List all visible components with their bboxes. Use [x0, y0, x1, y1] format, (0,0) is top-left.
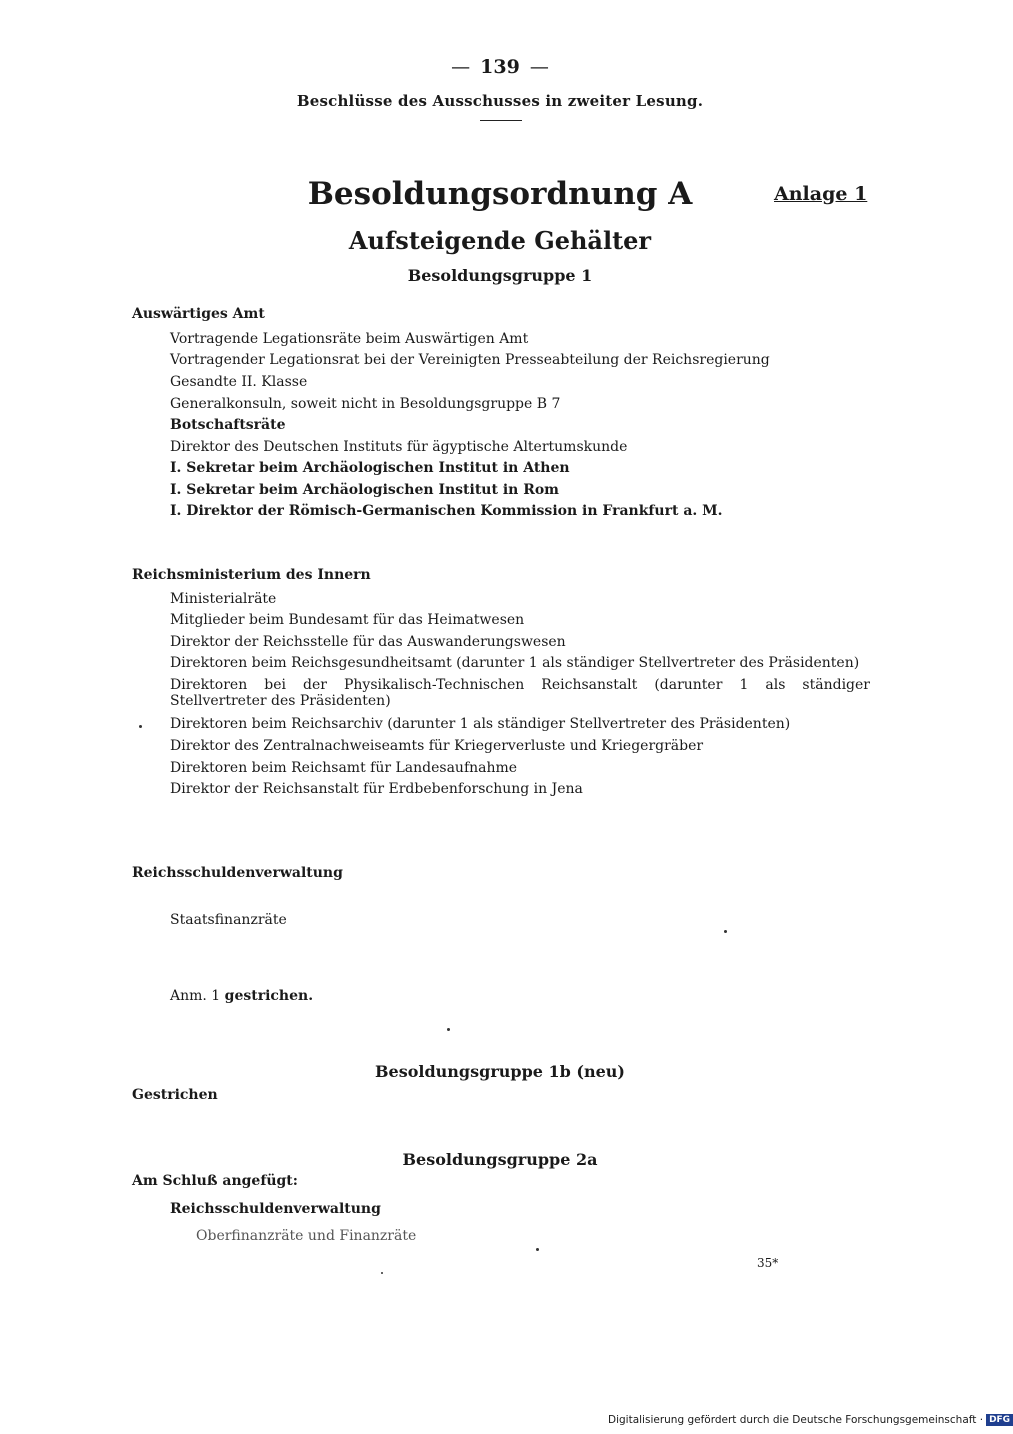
group-2a-intro: Am Schluß angefügt: [132, 1173, 298, 1189]
dash-left: — [451, 56, 471, 78]
footer-text: Digitalisierung gefördert durch die Deutsche Forschungsgemeinschaft · [608, 1414, 984, 1426]
list-item: Generalkonsuln, soweit nicht in Besoldungsgruppe B 7 [170, 396, 561, 412]
anlage-label: Anlage 1 [774, 183, 868, 205]
list-item: Direktor des Zentralnachweiseamts für Kriegerverluste und Kriegergräber [170, 738, 704, 754]
list-item: Direktor der Reichsanstalt für Erdbebenforschung in Jena [170, 781, 583, 797]
list-item: I. Sekretar beim Archäologischen Institut in Athen [170, 460, 570, 476]
group-2a-heading: Besoldungsgruppe 2a [402, 1150, 598, 1169]
list-item: Staatsfinanzräte [170, 912, 287, 928]
list-item: Direktor des Deutschen Instituts für ägyptische Altertumskunde [170, 439, 628, 455]
speck-mark [447, 1028, 450, 1031]
speck-mark [724, 930, 727, 933]
group-1-heading: Besoldungsgruppe 1 [407, 266, 593, 285]
list-item: Botschaftsräte [170, 417, 286, 433]
folio-mark: 35* [757, 1256, 779, 1270]
list-item: I. Sekretar beim Archäologischen Institut in Rom [170, 482, 559, 498]
group-2a-item: Oberfinanzräte und Finanzräte [196, 1228, 417, 1244]
margin-mark [139, 725, 142, 728]
main-title: Besoldungsordnung A [307, 176, 693, 212]
list-item: Vortragender Legationsrat bei der Vereinigten Presseabteilung der Reichsregierung [170, 352, 770, 368]
group-1b-heading: Besoldungsgruppe 1b (neu) [375, 1062, 625, 1081]
group-1b-text: Gestrichen [132, 1087, 218, 1103]
list-item: Mitglieder beim Bundesamt für das Heimatwesen [170, 612, 525, 628]
dfg-logo: DFG [986, 1414, 1013, 1426]
footer-credit [608, 1414, 1013, 1426]
subtitle: Aufsteigende Gehälter [348, 226, 652, 255]
group-2a-dept: Reichsschuldenverwaltung [170, 1201, 381, 1217]
list-item: Ministerialräte [170, 591, 277, 607]
section-heading: Auswärtiges Amt [132, 306, 265, 322]
list-item: Direktor der Reichsstelle für das Auswanderungswesen [170, 634, 566, 650]
list-item: Direktoren beim Reichsarchiv (darunter 1 als ständiger Stellvertreter des Präsidenten) [170, 716, 791, 732]
list-item: Vortragende Legationsräte beim Auswärtigen Amt [170, 331, 529, 347]
page-number-value: 139 [480, 56, 520, 78]
list-item: Direktoren bei der Physikalisch-Technischen Reichsanstalt (darunter 1 als ständiger Stellvertreter des Präsidenten) [170, 677, 870, 709]
dash-right: — [529, 56, 549, 78]
list-item: I. Direktor der Römisch-Germanischen Kommission in Frankfurt a. M. [170, 503, 723, 519]
section-heading: Reichsschuldenverwaltung [132, 865, 343, 881]
note-prefix: Anm. 1 [170, 988, 221, 1004]
list-item: Direktoren beim Reichsgesundheitsamt (darunter 1 als ständiger Stellvertreter des Präsidenten) [170, 655, 860, 671]
subheading: Beschlüsse des Ausschusses in zweiter Lesung. [296, 92, 704, 110]
note [170, 988, 313, 1004]
list-item: Gesandte II. Klasse [170, 374, 308, 390]
speck-mark [381, 1272, 383, 1274]
header-rule [480, 120, 522, 121]
speck-mark [536, 1248, 539, 1251]
note-text: gestrichen. [224, 988, 314, 1004]
section-heading: Reichsministerium des Innern [132, 567, 371, 583]
page-number [0, 56, 1000, 78]
list-item: Direktoren beim Reichsamt für Landesaufnahme [170, 760, 518, 776]
